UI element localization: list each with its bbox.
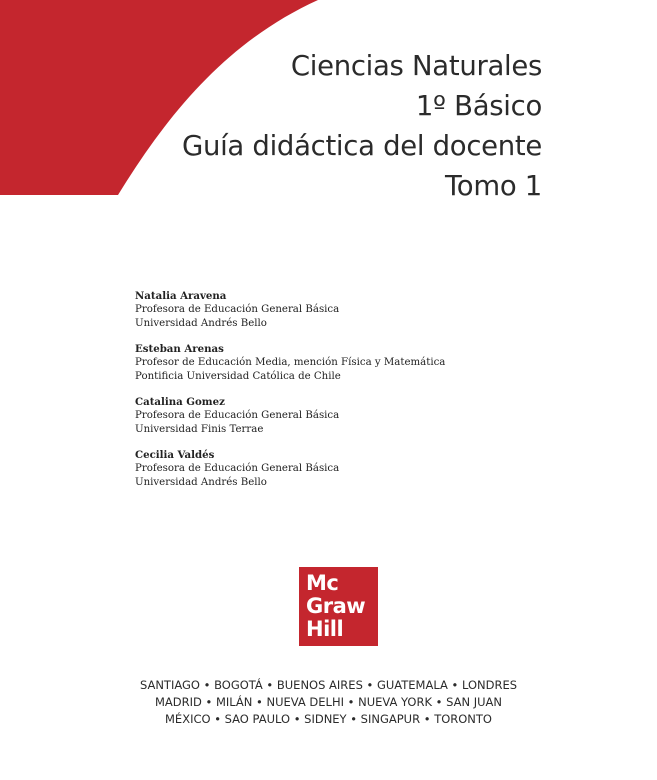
city-line: MÉXICO • SAO PAULO • SIDNEY • SINGAPUR • TORONTO [165, 712, 492, 726]
author-list [135, 289, 535, 501]
book-title [122, 46, 542, 206]
author-title: Profesora de Educación General Básica [135, 410, 340, 421]
author-entry [135, 448, 535, 489]
publisher-cities [0, 677, 657, 728]
author-name: Natalia Aravena [135, 290, 227, 302]
author-institution: Universidad Andrés Bello [135, 317, 267, 329]
author-title: Profesora de Educación General Básica [135, 304, 340, 315]
title-line-guide: Guía didáctica del docente [181, 130, 542, 162]
logo-line: Graw [306, 594, 366, 618]
logo-line: Hill [306, 617, 344, 641]
logo-line: Mc [306, 571, 339, 595]
publisher-logo [299, 567, 378, 646]
title-line-grade: 1º Básico [415, 90, 542, 122]
author-name: Esteban Arenas [135, 343, 224, 355]
author-entry [135, 342, 535, 383]
author-institution: Universidad Andrés Bello [135, 476, 267, 488]
city-line: SANTIAGO • BOGOTÁ • BUENOS AIRES • GUATEMALA • LONDRES [139, 678, 518, 692]
city-line: MADRID • MILÁN • NUEVA DELHI • NUEVA YORK • SAN JUAN [154, 695, 503, 709]
author-entry [135, 289, 535, 330]
author-entry [135, 395, 535, 436]
title-line-subject: Ciencias Naturales [290, 50, 542, 82]
author-title: Profesor de Educación Media, mención Física y Matemática [135, 357, 446, 368]
author-institution: Pontificia Universidad Católica de Chile [135, 370, 341, 382]
author-name: Cecilia Valdés [135, 449, 215, 461]
author-institution: Universidad Finis Terrae [135, 423, 264, 435]
author-name: Catalina Gomez [135, 396, 225, 408]
author-title: Profesora de Educación General Básica [135, 463, 340, 474]
title-line-volume: Tomo 1 [444, 170, 542, 202]
